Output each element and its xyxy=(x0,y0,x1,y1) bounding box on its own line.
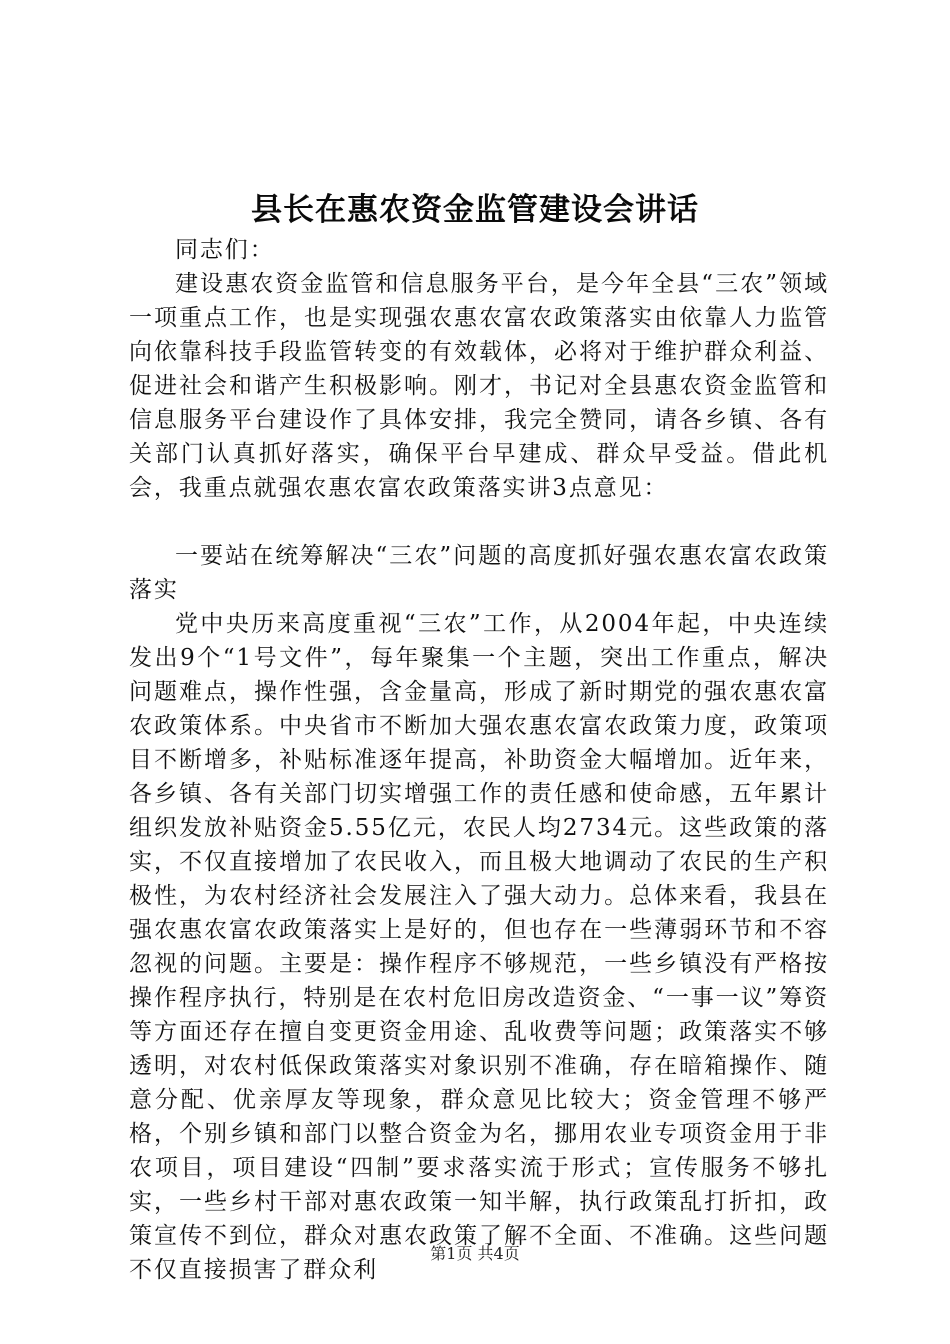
salutation: 同志们： xyxy=(175,237,275,263)
document-title: 县长在惠农资金监管建设会讲话 xyxy=(251,192,699,228)
document-body xyxy=(129,233,829,1287)
paragraph-intro: 建设惠农资金监管和信息服务平台，是今年全县“三农”领域一项重点工作，也是实现强农惠农富农政策落实由依靠人力监管向依靠科技手段监管转变的有效载体，必将对于维护群众利益、促进社会和谐产生积极影响。刚才，书记对全县惠农资金监管和信息服务平台建设作了具体安排，我完全赞同，请各乡镇、各有关部门认真抓好落实，确保平台早建成、群众早受益。借此机会，我重点就强农惠农富农政策落实讲3点意见： xyxy=(129,271,829,501)
paragraph-section-1: 党中央历来高度重视“三农”工作，从2004年起，中央连续发出9个“1号文件”，每年聚集一个主题，突出工作重点，解决问题难点，操作性强，含金量高，形成了新时期党的强农惠农富农政策体系。中央省市不断加大强农惠农富农政策力度，政策项目不断增多，补贴标准逐年提高，补助资金大幅增加。近年来，各乡镇、各有关部门切实增强工作的责任感和使命感，五年累计组织发放补贴资金5.55亿元，农民人均2734元。这些政策的落实，不仅直接增加了农民收入，而且极大地调动了农民的生产积极性，为农村经济社会发展注入了强大动力。总体来看，我县在强农惠农富农政策落实上是好的，但也存在一些薄弱环节和不容忽视的问题。主要是：操作程序不够规范，一些乡镇没有严格按操作程序执行，特别是在农村危旧房改造资金、“一事一议”筹资等方面还存在擅自变更资金用途、乱收费等问题；政策落实不够透明，对农村低保政策落实对象识别不准确，存在暗箱操作、随意分配、优亲厚友等现象，群众意见比较大；资金管理不够严格，个别乡镇和部门以整合资金为名，挪用农业专项资金用于非农项目，项目建设“四制”要求落实流于形式；宣传服务不够扎实，一些乡村干部对惠农政策一知半解，执行政策乱打折扣，政策宣传不到位，群众对惠农政策了解不全面、不准确。这些问题不仅直接损害了群众利 xyxy=(129,611,829,1283)
section-heading-1: 一要站在统筹解决“三农”问题的高度抓好强农惠农富农政策落实 xyxy=(129,543,829,603)
page-footer: 第1页 共4页 xyxy=(430,1244,520,1263)
